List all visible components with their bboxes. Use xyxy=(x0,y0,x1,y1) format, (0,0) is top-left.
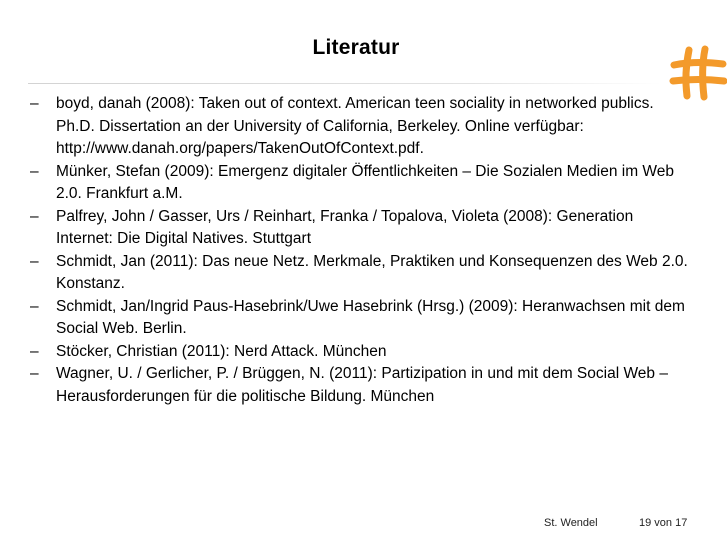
bullet-dash: – xyxy=(30,207,39,225)
reference-item xyxy=(30,251,690,296)
bullet-dash: – xyxy=(30,365,39,382)
reference-text: Schmidt, Jan (2011): Das neue Netz. Merkmale, Praktiken und Konsequenzen des Web 2.0. Konstanz. xyxy=(56,252,688,292)
slide-title: Literatur xyxy=(312,36,400,59)
reference-item xyxy=(30,93,690,161)
reference-item xyxy=(30,206,690,251)
reference-text: Schmidt, Jan/Ingrid Paus-Hasebrink/Uwe Hasebrink (Hrsg.) (2009): Heranwachsen mit dem Social Web. Berlin. xyxy=(56,297,685,337)
footer-location: St. Wendel xyxy=(544,517,598,529)
reference-text: Münker, Stefan (2009): Emergenz digitaler Öffentlichkeiten – Die Sozialen Medien im Web 2.0. Frankfurt a.M. xyxy=(56,162,675,202)
reference-text: Wagner, U. / Gerlicher, P. / Brüggen, N. (2011): Partizipation in und mit dem Social Web – Herausforderungen für die politische Bildung. München xyxy=(56,365,668,405)
reference-item xyxy=(30,341,690,364)
reference-text: boyd, danah (2008): Taken out of context. American teen sociality in networked publics. Ph.D. Dissertation an der University of California, Berkeley. Online verfügbar: http://www.danah.org/papers/TakenOutOfContext.pdf. xyxy=(56,95,654,157)
reference-item xyxy=(30,363,690,408)
title-divider xyxy=(28,83,662,84)
reference-text: Stöcker, Christian (2011): Nerd Attack. München xyxy=(56,342,387,360)
bullet-dash: – xyxy=(30,162,39,180)
reference-text: Palfrey, John / Gasser, Urs / Reinhart, Franka / Topalova, Violeta (2008): Generation Internet: Die Digital Natives. Stuttgart xyxy=(56,207,634,247)
reference-item xyxy=(30,296,690,341)
reference-list xyxy=(30,93,690,408)
footer-page-number: 19 von 17 xyxy=(639,517,688,529)
reference-item xyxy=(30,161,690,206)
bullet-dash: – xyxy=(30,342,39,360)
bullet-dash: – xyxy=(30,95,39,112)
bullet-dash: – xyxy=(30,297,39,315)
bullet-dash: – xyxy=(30,252,39,270)
